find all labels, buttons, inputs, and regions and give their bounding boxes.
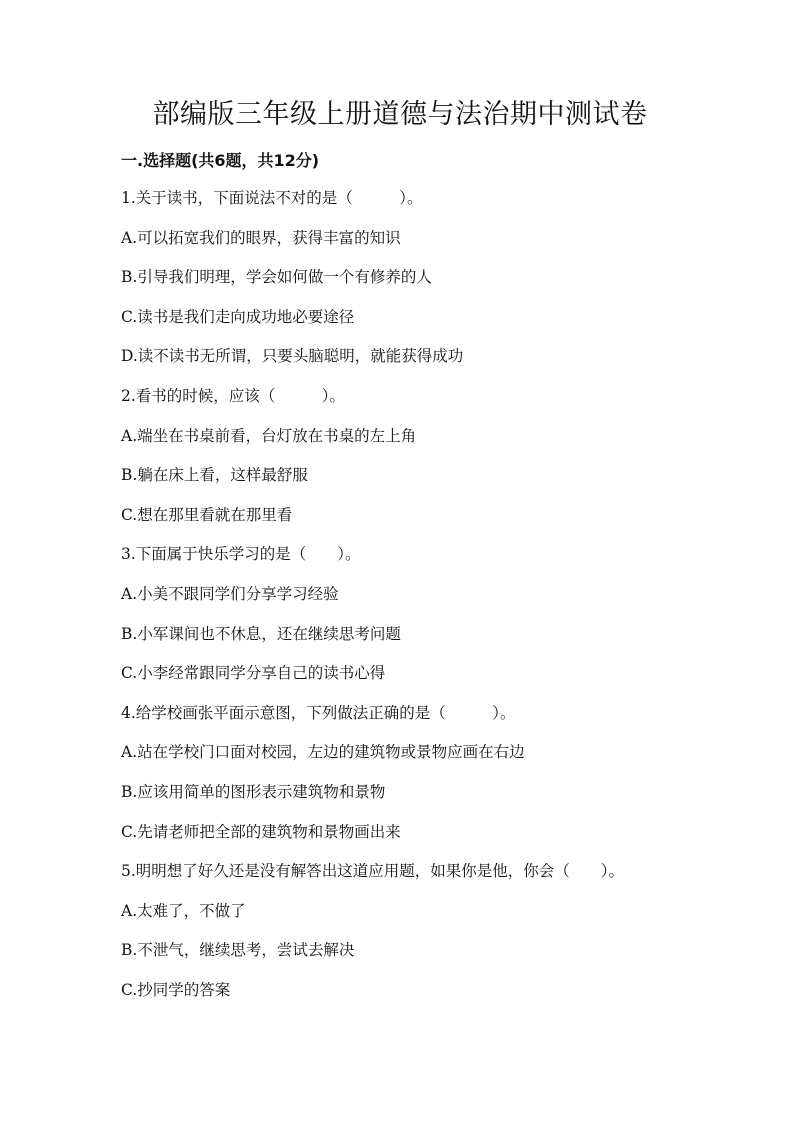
question-2-option-b: B.躺在床上看，这样最舒服 — [121, 466, 308, 485]
question-3-option-a: A.小美不跟同学们分享学习经验 — [121, 584, 339, 603]
question-1-option-c: C.读书是我们走向成功地必要途径 — [121, 307, 355, 326]
question-1-option-d: D.读不读书无所谓，只要头脑聪明，就能获得成功 — [121, 347, 464, 366]
question-2-option-c: C.想在那里看就在那里看 — [121, 505, 293, 524]
question-4-option-b: B.应该用简单的图形表示建筑物和景物 — [121, 782, 386, 801]
question-1-option-a: A.可以拓宽我们的眼界，获得丰富的知识 — [121, 228, 401, 247]
question-4-option-a: A.站在学校门口面对校园，左边的建筑物或景物应画在右边 — [121, 743, 525, 762]
section-heading: 一.选择题(共6题，共12分) — [121, 151, 320, 170]
question-2-option-a: A.端坐在书桌前看，台灯放在书桌的左上角 — [121, 426, 417, 445]
question-1-stem: 1.关于读书，下面说法不对的是（ ）。 — [121, 189, 423, 207]
question-3-option-c: C.小李经常跟同学分享自己的读书心得 — [121, 664, 386, 683]
question-4-option-c: C.先请老师把全部的建筑物和景物画出来 — [121, 822, 401, 841]
question-1-option-b: B.引导我们明理，学会如何做一个有修养的人 — [121, 268, 432, 287]
question-5-option-a: A.太难了，不做了 — [121, 901, 246, 920]
question-5-option-c: C.抄同学的答案 — [121, 980, 231, 999]
question-5-stem: 5.明明想了好久还是没有解答出这道应用题，如果你是他，你会（ ）。 — [121, 862, 625, 881]
question-2-stem: 2.看书的时候，应该（ ）。 — [121, 386, 346, 405]
question-4-stem: 4.给学校画张平面示意图，下列做法正确的是（ ）。 — [121, 703, 516, 722]
question-5-option-b: B.不泄气，继续思考，尝试去解决 — [121, 941, 355, 960]
question-3-option-b: B.小军课间也不休息，还在继续思考问题 — [121, 624, 401, 643]
page-title: 部编版三年级上册道德与法治期中测试卷 — [152, 99, 648, 130]
question-3-stem: 3.下面属于快乐学习的是（ ）。 — [121, 545, 361, 564]
question-list — [121, 187, 741, 1018]
